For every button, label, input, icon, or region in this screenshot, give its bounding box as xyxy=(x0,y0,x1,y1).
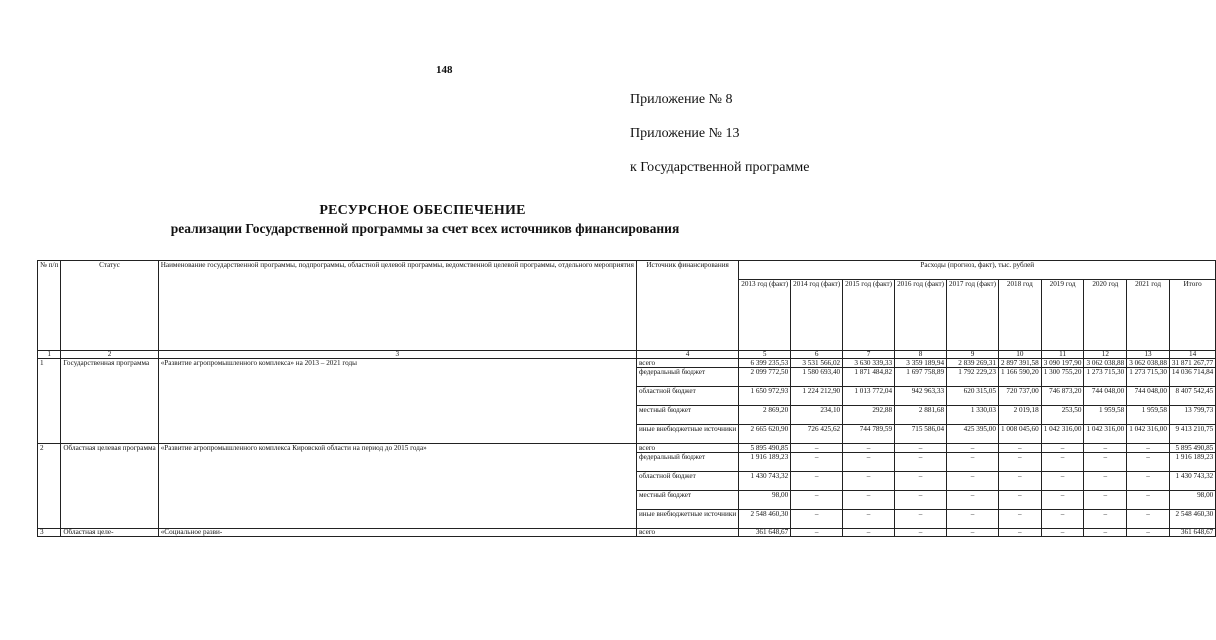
cell-value: 234,10 xyxy=(791,406,843,425)
cell-value: 292,88 xyxy=(843,406,895,425)
column-number: 10 xyxy=(998,351,1041,359)
cell-value: 3 531 566,02 xyxy=(791,359,843,368)
column-number: 5 xyxy=(739,351,791,359)
header-year: 2015 год (факт) xyxy=(843,280,895,351)
cell-value: 1 042 316,00 xyxy=(1127,425,1170,444)
column-number: 9 xyxy=(947,351,999,359)
row-status: Областная целевая программа xyxy=(61,444,158,529)
cell-total: 1 430 743,32 xyxy=(1169,472,1215,491)
header-year: 2018 год xyxy=(998,280,1041,351)
row-status: Областная целе- xyxy=(61,529,158,537)
cell-value: 2 548 460,30 xyxy=(739,510,791,529)
cell-value: 2 869,20 xyxy=(739,406,791,425)
header-status: Статус xyxy=(61,261,158,351)
row-source: федеральный бюджет xyxy=(636,368,738,387)
cell-value: – xyxy=(895,510,947,529)
cell-value: – xyxy=(1084,491,1127,510)
cell-value: 726 425,62 xyxy=(791,425,843,444)
row-source: всего xyxy=(636,444,738,453)
cell-value: 253,50 xyxy=(1041,406,1084,425)
header-year: 2016 год (факт) xyxy=(895,280,947,351)
column-numbers-row xyxy=(38,351,1216,359)
cell-value: – xyxy=(843,472,895,491)
cell-value: 1 008 045,60 xyxy=(998,425,1041,444)
header-year: 2020 год xyxy=(1084,280,1127,351)
column-number: 6 xyxy=(791,351,843,359)
cell-value: 942 963,33 xyxy=(895,387,947,406)
cell-value: – xyxy=(1127,444,1170,453)
cell-value: 361 648,67 xyxy=(739,529,791,537)
cell-value: 5 895 490,85 xyxy=(739,444,791,453)
cell-value: 1 871 484,82 xyxy=(843,368,895,387)
cell-value: – xyxy=(1127,510,1170,529)
appendix-line-1: Приложение № 8 xyxy=(630,92,733,107)
cell-value: – xyxy=(1084,453,1127,472)
row-number: 2 xyxy=(38,444,61,529)
cell-value: – xyxy=(1041,491,1084,510)
cell-total: 5 895 490,85 xyxy=(1169,444,1215,453)
header-name: Наименование государственной программы, подпрограммы, областной целевой программы, ведомственной целевой программы, отдельного мероприятия xyxy=(158,261,636,351)
row-source: областной бюджет xyxy=(636,472,738,491)
cell-value: 720 737,00 xyxy=(998,387,1041,406)
cell-value: 1 273 715,30 xyxy=(1127,368,1170,387)
column-number: 4 xyxy=(636,351,738,359)
row-number: 3 xyxy=(38,529,61,537)
cell-value: – xyxy=(843,453,895,472)
cell-value: 1 959,58 xyxy=(1084,406,1127,425)
cell-total: 8 407 542,45 xyxy=(1169,387,1215,406)
table-row xyxy=(38,444,1216,453)
cell-value: – xyxy=(947,444,999,453)
cell-value: 1 697 758,89 xyxy=(895,368,947,387)
cell-value: – xyxy=(998,529,1041,537)
cell-value: – xyxy=(1127,453,1170,472)
cell-value: 1 224 212,90 xyxy=(791,387,843,406)
row-source: иные внебюджетные источники xyxy=(636,425,738,444)
cell-value: – xyxy=(843,529,895,537)
cell-total: 9 413 210,75 xyxy=(1169,425,1215,444)
cell-value: – xyxy=(947,529,999,537)
cell-value: 3 630 339,33 xyxy=(843,359,895,368)
cell-value: – xyxy=(1041,510,1084,529)
header-source: Источник финансирования xyxy=(636,261,738,351)
cell-value: – xyxy=(895,453,947,472)
cell-value: – xyxy=(791,453,843,472)
row-status: Государственная программа xyxy=(61,359,158,444)
cell-total: 2 548 460,30 xyxy=(1169,510,1215,529)
cell-value: – xyxy=(1084,529,1127,537)
header-year: 2019 год xyxy=(1041,280,1084,351)
cell-value: – xyxy=(998,453,1041,472)
cell-value: – xyxy=(1041,472,1084,491)
cell-value: 98,00 xyxy=(739,491,791,510)
row-source: местный бюджет xyxy=(636,491,738,510)
document-subtitle: реализации Государственной программы за счет всех источников финансирования xyxy=(170,221,680,236)
cell-value: 1 959,58 xyxy=(1127,406,1170,425)
header-year: 2017 год (факт) xyxy=(947,280,999,351)
cell-value: – xyxy=(947,472,999,491)
column-number: 11 xyxy=(1041,351,1084,359)
appendix-line-2: Приложение № 13 xyxy=(630,126,740,141)
page-number: 148 xyxy=(436,64,453,76)
header-no: № п/п xyxy=(38,261,61,351)
cell-value: – xyxy=(998,510,1041,529)
cell-value: 1 273 715,30 xyxy=(1084,368,1127,387)
row-number: 1 xyxy=(38,359,61,444)
cell-value: 715 586,04 xyxy=(895,425,947,444)
header-year: 2013 год (факт) xyxy=(739,280,791,351)
column-number: 12 xyxy=(1084,351,1127,359)
table-row xyxy=(38,359,1216,368)
cell-value: – xyxy=(791,472,843,491)
cell-value: – xyxy=(947,510,999,529)
row-source: федеральный бюджет xyxy=(636,453,738,472)
column-number: 3 xyxy=(158,351,636,359)
row-source: всего xyxy=(636,359,738,368)
cell-value: – xyxy=(843,444,895,453)
cell-value: 1 650 972,93 xyxy=(739,387,791,406)
cell-value: – xyxy=(947,453,999,472)
cell-value: 744 048,00 xyxy=(1127,387,1170,406)
cell-value: 3 062 038,88 xyxy=(1084,359,1127,368)
cell-value: – xyxy=(1041,453,1084,472)
cell-value: – xyxy=(1127,529,1170,537)
cell-value: – xyxy=(895,529,947,537)
document-title: РЕСУРСНОЕ ОБЕСПЕЧЕНИЕ xyxy=(319,203,526,218)
cell-value: – xyxy=(998,491,1041,510)
row-source: иные внебюджетные источники xyxy=(636,510,738,529)
cell-total: 1 916 189,23 xyxy=(1169,453,1215,472)
cell-value: 746 873,20 xyxy=(1041,387,1084,406)
cell-value: 425 395,00 xyxy=(947,425,999,444)
cell-value: – xyxy=(1041,529,1084,537)
cell-value: 2 839 269,31 xyxy=(947,359,999,368)
cell-total: 13 799,73 xyxy=(1169,406,1215,425)
row-source: местный бюджет xyxy=(636,406,738,425)
table-row xyxy=(38,529,1216,537)
cell-value: – xyxy=(895,472,947,491)
cell-value: 744 789,59 xyxy=(843,425,895,444)
cell-total: 14 036 714,84 xyxy=(1169,368,1215,387)
cell-value: – xyxy=(791,510,843,529)
cell-value: – xyxy=(1084,510,1127,529)
row-program-name: «Социальное разви- xyxy=(158,529,636,537)
cell-value: – xyxy=(791,491,843,510)
column-number: 14 xyxy=(1169,351,1215,359)
cell-value: 1 042 316,00 xyxy=(1084,425,1127,444)
cell-value: 1 013 772,04 xyxy=(843,387,895,406)
cell-value: – xyxy=(998,444,1041,453)
cell-value: 1 916 189,23 xyxy=(739,453,791,472)
cell-value: – xyxy=(843,491,895,510)
cell-value: 1 330,03 xyxy=(947,406,999,425)
column-number: 1 xyxy=(38,351,61,359)
cell-value: 3 090 197,90 xyxy=(1041,359,1084,368)
cell-value: 1 166 590,20 xyxy=(998,368,1041,387)
resource-table xyxy=(37,260,1216,537)
row-source: областной бюджет xyxy=(636,387,738,406)
cell-value: – xyxy=(998,472,1041,491)
cell-value: – xyxy=(1127,491,1170,510)
cell-total: 98,00 xyxy=(1169,491,1215,510)
cell-value: – xyxy=(843,510,895,529)
header-year: 2021 год xyxy=(1127,280,1170,351)
cell-value: 1 300 755,20 xyxy=(1041,368,1084,387)
cell-value: 3 359 189,94 xyxy=(895,359,947,368)
cell-value: 1 042 316,00 xyxy=(1041,425,1084,444)
cell-value: 2 897 391,58 xyxy=(998,359,1041,368)
header-expenses: Расходы (прогноз, факт), тыс. рублей xyxy=(739,261,1216,280)
cell-total: 361 648,67 xyxy=(1169,529,1215,537)
cell-value: 1 580 693,40 xyxy=(791,368,843,387)
column-number: 7 xyxy=(843,351,895,359)
cell-value: – xyxy=(1127,472,1170,491)
row-source: всего xyxy=(636,529,738,537)
cell-value: – xyxy=(947,491,999,510)
row-program-name: «Развитие агропромышленного комплекса Кировской области на период до 2015 года» xyxy=(158,444,636,529)
cell-value: – xyxy=(791,529,843,537)
column-number: 2 xyxy=(61,351,158,359)
cell-value: – xyxy=(1041,444,1084,453)
cell-value: 2 881,68 xyxy=(895,406,947,425)
header-year: 2014 год (факт) xyxy=(791,280,843,351)
row-program-name: «Развитие агропромышленного комплекса» на 2013 – 2021 годы xyxy=(158,359,636,444)
cell-value: – xyxy=(791,444,843,453)
cell-value: 1 792 229,23 xyxy=(947,368,999,387)
cell-value: 2 019,18 xyxy=(998,406,1041,425)
cell-total: 31 871 267,77 xyxy=(1169,359,1215,368)
cell-value: 1 430 743,32 xyxy=(739,472,791,491)
cell-value: 2 099 772,50 xyxy=(739,368,791,387)
cell-value: – xyxy=(895,444,947,453)
cell-value: – xyxy=(895,491,947,510)
column-number: 13 xyxy=(1127,351,1170,359)
column-number: 8 xyxy=(895,351,947,359)
cell-value: – xyxy=(1084,472,1127,491)
cell-value: 6 399 235,53 xyxy=(739,359,791,368)
cell-value: 620 315,05 xyxy=(947,387,999,406)
appendix-line-3: к Государственной программе xyxy=(630,160,810,175)
cell-value: 3 062 038,88 xyxy=(1127,359,1170,368)
cell-value: 744 048,00 xyxy=(1084,387,1127,406)
header-row-1 xyxy=(38,261,1216,280)
cell-value: – xyxy=(1084,444,1127,453)
cell-value: 2 665 620,90 xyxy=(739,425,791,444)
header-total: Итого xyxy=(1169,280,1215,351)
